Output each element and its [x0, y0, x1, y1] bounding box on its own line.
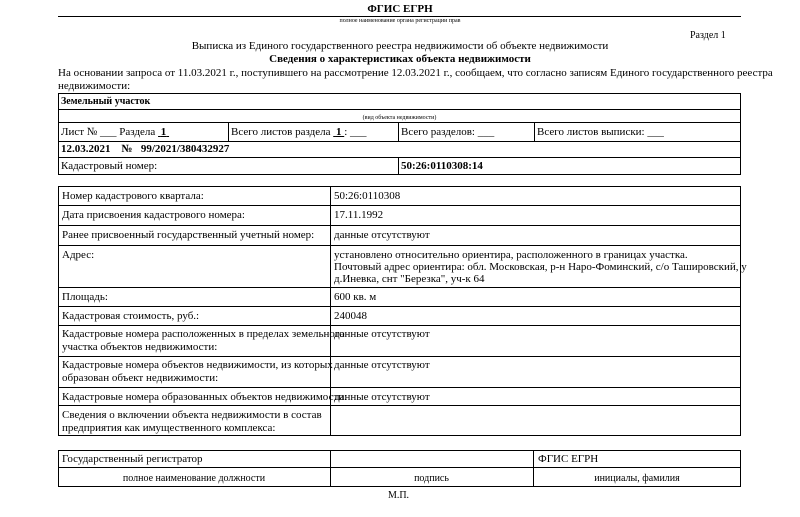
position-caption: полное наименование должности	[122, 473, 266, 484]
table-row-value: 240048	[334, 310, 367, 322]
divider	[58, 109, 741, 110]
divider	[58, 306, 741, 307]
table-row-value: данные отсутствуют	[334, 229, 430, 241]
table-row-label: Дата присвоения кадастрового номера:	[62, 209, 245, 221]
divider	[58, 356, 741, 357]
registry-org-name: ФГИС ЕГРН	[367, 3, 433, 15]
document-subtitle: Сведения о характеристиках объекта недвижимости	[269, 53, 531, 65]
document-title: Выписка из Единого государственного реестра недвижимости об объекте недвижимости	[191, 40, 609, 52]
object-type: Земельный участок	[61, 96, 151, 107]
table-row-label: Кадастровые номера расположенных в пределах земельного	[62, 328, 345, 340]
table-row-label: Площадь:	[62, 291, 108, 303]
table-row-label: участка объектов недвижимости:	[62, 341, 218, 353]
table-row-label: Ранее присвоенный государственный учетный номер:	[62, 229, 315, 241]
table-row-label: Сведения о включении объекта недвижимости в состав	[62, 409, 322, 421]
org-underline	[58, 16, 741, 17]
table-row-label: Кадастровые номера образованных объектов недвижимости:	[62, 391, 348, 403]
cadastral-number-label: Кадастровый номер:	[61, 160, 158, 172]
total-section-sheets: Всего листов раздела 1 : ___	[231, 126, 367, 138]
divider	[58, 205, 741, 206]
divider	[398, 122, 399, 141]
sheet-number: Лист № ___ Раздела 1	[61, 126, 167, 138]
table-row-label: предприятия как имущественного комплекса:	[62, 422, 276, 434]
address-line: д.Иневка, снт "Березка", уч-к 64	[334, 273, 485, 285]
org-caption: полное наименование органа регистрации прав	[339, 18, 461, 24]
extract-date-number: 12.03.2021 № 99/2021/380432927	[61, 143, 230, 155]
divider	[228, 122, 229, 141]
total-extract-sheets: Всего листов выписки: ___	[537, 126, 664, 138]
divider	[398, 157, 399, 175]
table-row-value: 50:26:0110308	[334, 190, 401, 202]
table-row-value: данные отсутствуют	[334, 391, 430, 403]
initials-caption: инициалы, фамилия	[594, 473, 680, 484]
divider	[534, 122, 535, 141]
table-row-label: Кадастровая стоимость, руб.:	[62, 310, 200, 322]
intro-text-line1: На основании запроса от 11.03.2021 г., поступившего на рассмотрение 12.03.2021 г., сообщаем, что согласно записям Единого государственного реестра	[58, 67, 773, 79]
table-row-label: Кадастровые номера объектов недвижимости, из которых	[62, 359, 333, 371]
address-line: Почтовый адрес ориентира: обл. Московская, р-н Наро-Фоминский, с/о Ташировский, у	[334, 261, 747, 273]
divider	[58, 325, 741, 326]
divider	[58, 467, 741, 468]
table-row-value: 600 кв. м	[334, 291, 377, 303]
registrar-position: Государственный регистратор	[62, 453, 203, 465]
divider	[58, 225, 741, 226]
divider	[58, 122, 741, 123]
section-label: Раздел 1	[690, 30, 726, 41]
intro-text-line2: недвижимости:	[58, 80, 131, 92]
divider	[58, 287, 741, 288]
stamp-place: М.П.	[387, 490, 410, 501]
divider	[58, 141, 741, 142]
total-sections: Всего разделов: ___	[401, 126, 495, 138]
table-row-value: 17.11.1992	[334, 209, 384, 221]
table-row-value: данные отсутствуют	[334, 359, 430, 371]
table-row-label: Номер кадастрового квартала:	[62, 190, 204, 202]
table-row-label: Адрес:	[62, 249, 95, 261]
address-line: установлено относительно ориентира, расположенного в границах участка.	[334, 249, 688, 261]
object-type-caption: (вид объекта недвижимости)	[362, 115, 437, 121]
registrar-org: ФГИС ЕГРН	[538, 453, 599, 465]
divider	[58, 245, 741, 246]
signature-caption: подпись	[414, 473, 449, 484]
cadastral-number-value: 50:26:0110308:14	[401, 160, 483, 172]
divider	[58, 157, 741, 158]
table-row-value: данные отсутствуют	[334, 328, 430, 340]
divider	[58, 405, 741, 406]
divider	[58, 387, 741, 388]
table-row-label: образован объект недвижимости:	[62, 372, 219, 384]
